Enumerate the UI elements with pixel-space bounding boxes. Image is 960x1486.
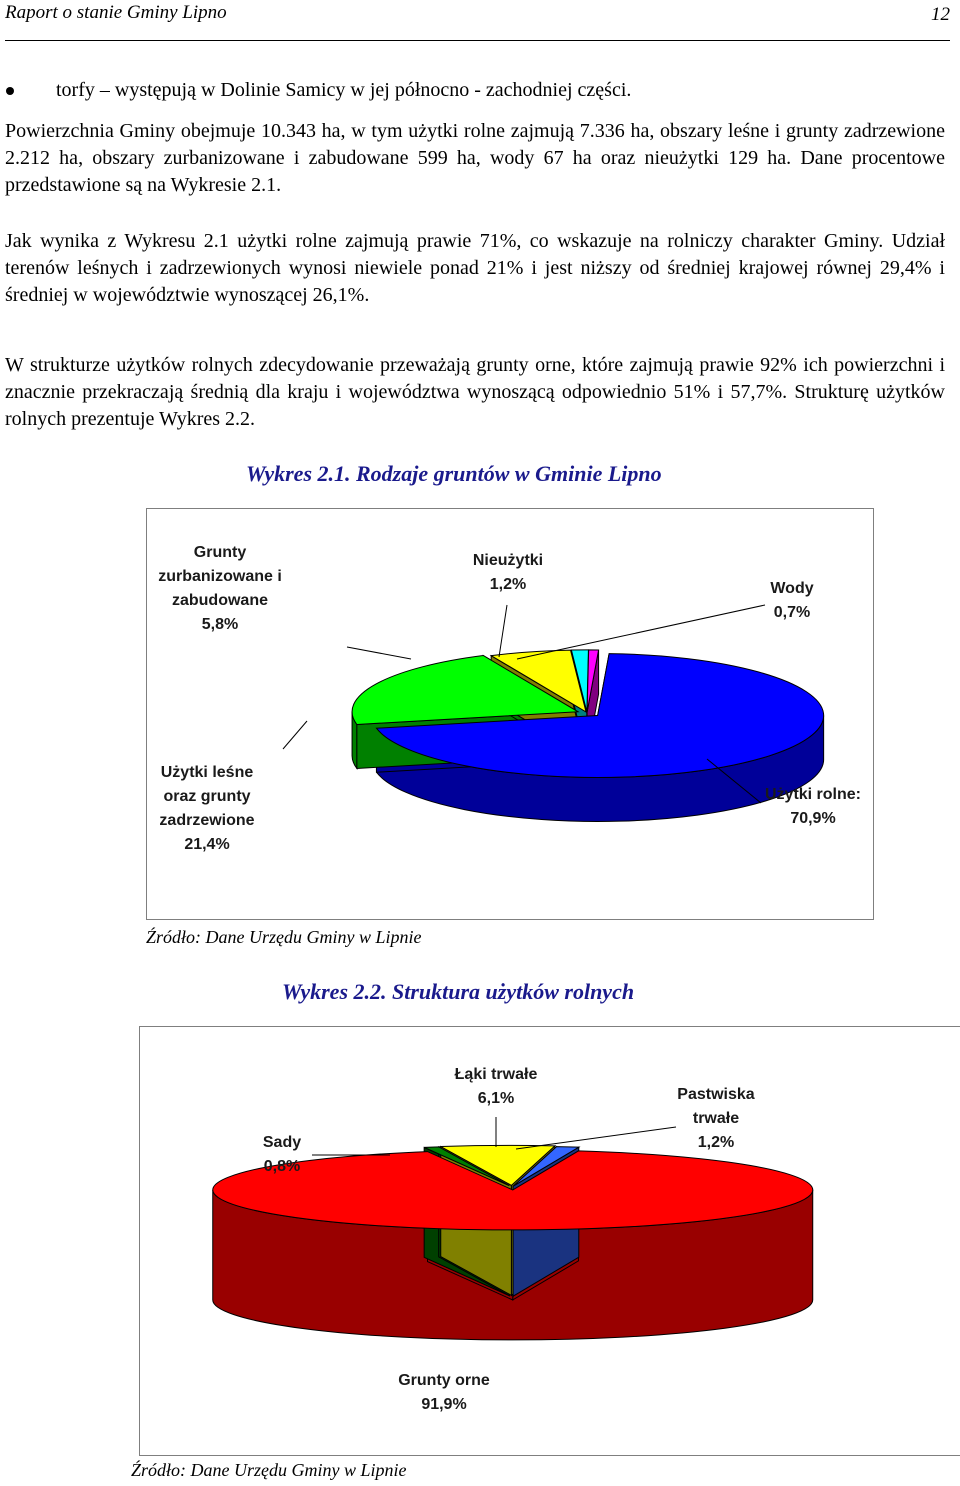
paragraph-3: W strukturze użytków rolnych zdecydowanie przeważają grunty orne, które zajmują prawie 92% ich powierzchni i znacznie przekraczają średnią dla kraju i województwa wynoszącą odpowiednio 51% i 57,7%. Strukturę użytków rolnych prezentuje Wykres 2.2. xyxy=(5,354,945,430)
chart2-label-meadows-value: 6,1% xyxy=(477,1090,515,1107)
chart1-label-urban xyxy=(157,541,283,637)
chart1-label-urban-value: 5,8% xyxy=(201,616,239,633)
chart1-leader-line-0 xyxy=(347,647,411,659)
chart2-label-orchards-value: 0,8% xyxy=(263,1158,301,1175)
chart2-label-pastures-name: Pastwiska trwałe xyxy=(677,1086,755,1127)
chart1-leader-line-3 xyxy=(283,721,307,749)
chart1-label-agri-name: Użytki rolne: xyxy=(764,786,861,803)
chart2-label-arable-name: Grunty orne xyxy=(398,1372,490,1389)
chart1-label-agri-value: 70,9% xyxy=(790,810,836,827)
paragraph-2: Jak wynika z Wykresu 2.1 użytki rolne zajmują prawie 71%, co wskazuje na rolniczy charakter Gminy. Udział terenów leśnych i zadrzewionych wynosi niewiele ponad 21% i jest niższy od średniej krajowej równej 29,4% i średniej w województwie wynoszącej 26,1%. xyxy=(5,230,945,306)
page-header xyxy=(5,0,950,41)
chart2-source: Źródło: Dane Urzędu Gminy w Lipnie xyxy=(131,1460,407,1480)
chart1-label-wasteland xyxy=(453,549,563,597)
chart1-label-water xyxy=(747,577,837,625)
bullet-item xyxy=(6,79,631,102)
header-title: Raport o stanie Gminy Lipno xyxy=(5,2,227,23)
chart2-title: Wykres 2.2. Struktura użytków rolnych xyxy=(282,979,635,1004)
chart2-leader-line-2 xyxy=(516,1127,676,1149)
chart2-label-meadows xyxy=(436,1063,556,1111)
chart1-title: Wykres 2.1. Rodzaje gruntów w Gminie Lipno xyxy=(246,461,662,486)
chart1-label-urban-name: Grunty zurbanizowane i zabudowane xyxy=(158,544,282,609)
paragraph-1: Powierzchnia Gminy obejmuje 10.343 ha, w tym użytki rolne zajmują 7.336 ha, obszary leśne i grunty zadrzewione 2.212 ha, obszary zurbanizowane i zabudowane 599 ha, wody 67 ha oraz nieużytki 129 ha. Dane procentowe przedstawione są na Wykresie 2.1. xyxy=(5,120,945,196)
chart1-label-agri xyxy=(753,783,873,831)
chart1-label-water-value: 0,7% xyxy=(773,604,811,621)
chart1-leader-line-1 xyxy=(499,605,507,657)
page-number: 12 xyxy=(931,4,950,25)
chart2-frame xyxy=(139,1026,960,1456)
bullet-text: torfy – występują w Dolinie Samicy w jej północno - zachodniej części. xyxy=(56,79,632,101)
chart1-label-forest-name: Użytki leśne oraz grunty zadrzewione xyxy=(159,764,255,829)
chart1-label-water-name: Wody xyxy=(770,580,814,597)
chart2-label-pastures xyxy=(656,1083,776,1155)
chart1-label-forest xyxy=(147,761,267,857)
chart1-frame xyxy=(146,508,874,920)
chart2-label-meadows-name: Łąki trwałe xyxy=(454,1066,538,1083)
chart1-label-forest-value: 21,4% xyxy=(184,836,230,853)
chart1-source: Źródło: Dane Urzędu Gminy w Lipnie xyxy=(146,927,422,947)
chart2-label-arable xyxy=(384,1369,504,1417)
chart1-leader-line-2 xyxy=(517,605,765,659)
bullet-dot-icon xyxy=(6,87,14,95)
chart2-label-orchards xyxy=(232,1131,332,1179)
chart2-label-pastures-value: 1,2% xyxy=(697,1134,735,1151)
chart2-label-arable-value: 91,9% xyxy=(421,1396,467,1413)
chart1-label-wasteland-name: Nieużytki xyxy=(472,552,544,569)
chart2-label-orchards-name: Sady xyxy=(262,1134,302,1151)
chart1-label-wasteland-value: 1,2% xyxy=(489,576,527,593)
